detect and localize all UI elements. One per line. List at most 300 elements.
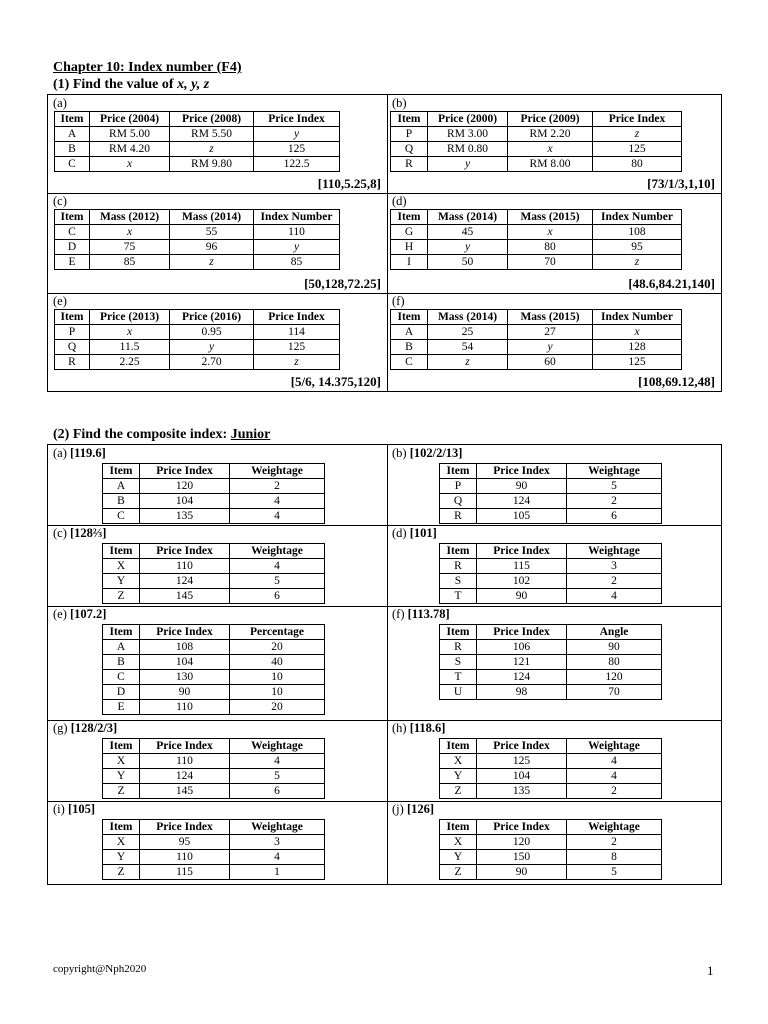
table-cell: 60 [508,355,593,370]
composite-table [439,624,662,700]
table-row [55,142,340,157]
table-cell: 104 [477,769,567,784]
table-row [391,340,682,355]
answer-key: [102/2/13] [409,446,463,460]
column-header: Weightage [230,739,325,754]
column-header: Item [391,310,428,325]
column-header: Price (2009) [508,112,593,127]
table-cell: 124 [477,670,567,685]
question-label: (a) [53,96,67,110]
table-header-row [55,112,340,127]
table-header-row [55,310,340,325]
table-cell: 4 [230,509,325,524]
table-cell: z [428,355,508,370]
section-2-question-10 [387,801,721,884]
values-table [54,209,340,270]
section-2-question-4 [387,525,721,606]
table-cell: 2 [567,784,662,799]
section-2-question-3 [48,525,387,606]
table-cell: 5 [567,865,662,880]
table-cell: 125 [254,340,340,355]
table-cell: RM 0.80 [428,142,508,157]
column-header: Item [391,112,428,127]
values-table [54,111,340,172]
column-header: Price Index [477,820,567,835]
table-cell: B [55,142,90,157]
table-cell: 130 [140,670,230,685]
table-row [103,670,325,685]
table-cell: RM 3.00 [428,127,508,142]
column-header: Index Number [254,210,340,225]
table-cell: z [170,255,254,270]
table-header-row [103,625,325,640]
table-row [391,127,682,142]
table-row [103,835,325,850]
table-cell: 150 [477,850,567,865]
table-cell: 120 [477,835,567,850]
table-cell: RM 5.50 [170,127,254,142]
column-header: Price (2016) [170,310,254,325]
column-header: Index Number [593,210,682,225]
table-cell: 114 [254,325,340,340]
column-header: Mass (2014) [428,310,508,325]
table-header-row [55,210,340,225]
table-cell: E [103,700,140,715]
column-header: Weightage [567,464,662,479]
question-letter: (f) [392,607,405,621]
table-cell: 124 [140,769,230,784]
table-cell: 10 [230,685,325,700]
table-row [391,325,682,340]
table-row [440,850,662,865]
table-cell: RM 5.00 [90,127,170,142]
question-label: (c) [53,194,67,208]
table-cell: 135 [477,784,567,799]
table-cell: 2 [567,574,662,589]
table-cell: X [103,559,140,574]
table-cell: 90 [567,640,662,655]
table-header-row [103,820,325,835]
table-cell: 2.70 [170,355,254,370]
table-cell: Q [440,494,477,509]
table-row [440,670,662,685]
table-cell: 4 [230,850,325,865]
values-table [390,309,682,370]
table-cell: 128 [593,340,682,355]
table-row [440,655,662,670]
table-header-row [391,210,682,225]
table-cell: Z [440,865,477,880]
table-row [440,479,662,494]
table-cell: A [103,479,140,494]
table-header-row [440,464,662,479]
table-cell: y [170,340,254,355]
table-cell: 95 [593,240,682,255]
answer-key: [50,128,72.25] [304,276,381,291]
column-header: Item [440,820,477,835]
table-cell: 80 [593,157,682,172]
table-cell: 2 [567,494,662,509]
table-cell: 85 [90,255,170,270]
table-cell: 3 [230,835,325,850]
question-label [392,446,462,460]
column-header: Item [440,544,477,559]
table-cell: 40 [230,655,325,670]
table-cell: 70 [567,685,662,700]
table-cell: 145 [140,784,230,799]
column-header: Price Index [140,739,230,754]
table-row [103,574,325,589]
table-cell: 105 [477,509,567,524]
table-cell: C [103,509,140,524]
table-row [55,340,340,355]
table-cell: x [90,225,170,240]
table-cell: E [55,255,90,270]
table-cell: S [440,655,477,670]
table-row [55,225,340,240]
section-2-question-1 [48,445,387,525]
section-1-question-4 [387,193,721,293]
table-cell: z [593,127,682,142]
table-cell: 50 [428,255,508,270]
table-cell: Z [440,784,477,799]
table-cell: 25 [428,325,508,340]
section-2-question-5 [48,606,387,720]
table-cell: 80 [567,655,662,670]
table-cell: 106 [477,640,567,655]
table-header-row [103,739,325,754]
table-row [103,479,325,494]
table-row [103,589,325,604]
section-2-grid [47,444,722,885]
section-2-question-6 [387,606,721,720]
composite-table [439,819,662,880]
table-cell: R [55,355,90,370]
table-cell: C [55,157,90,172]
table-cell: 95 [140,835,230,850]
table-row [440,494,662,509]
table-cell: y [428,240,508,255]
table-row [55,325,340,340]
composite-table [439,738,662,799]
answer-key: [5/6, 14.375,120] [290,374,381,389]
table-cell: RM 9.80 [170,157,254,172]
table-header-row [391,112,682,127]
question-letter: (g) [53,721,68,735]
table-cell: R [440,559,477,574]
answer-key: [126] [406,802,435,816]
table-cell: 98 [477,685,567,700]
answer-key: [118.6] [409,721,446,735]
table-cell: 45 [428,225,508,240]
column-header: Price Index [477,464,567,479]
answer-key: [73/1/3,1,10] [647,176,715,191]
column-header: Item [103,544,140,559]
table-cell: 125 [593,142,682,157]
table-row [103,754,325,769]
table-cell: 20 [230,640,325,655]
column-header: Price (2008) [170,112,254,127]
table-cell: U [440,685,477,700]
column-header: Weightage [567,544,662,559]
answer-key: [119.6] [70,446,106,460]
table-cell: Z [103,784,140,799]
question-label [392,607,450,621]
table-cell: X [440,835,477,850]
table-row [103,509,325,524]
column-header: Price Index [140,464,230,479]
question-label [392,802,434,816]
table-cell: 104 [140,655,230,670]
table-cell: I [391,255,428,270]
composite-table [102,463,325,524]
table-row [440,509,662,524]
table-cell: z [254,355,340,370]
table-cell: 125 [593,355,682,370]
column-header: Price (2004) [90,112,170,127]
table-cell: 8 [567,850,662,865]
answer-key: [107.2] [70,607,107,621]
question-label [392,526,437,540]
column-header: Mass (2015) [508,310,593,325]
section-1-question-6 [387,293,721,391]
table-row [55,157,340,172]
table-cell: 4 [230,559,325,574]
table-cell: x [508,142,593,157]
table-cell: X [103,835,140,850]
question-letter: (h) [392,721,407,735]
table-row [440,559,662,574]
column-header: Price Index [254,112,340,127]
table-row [391,157,682,172]
values-table [390,111,682,172]
column-header: Price Index [140,820,230,835]
table-row [440,784,662,799]
table-cell: 110 [140,850,230,865]
table-row [55,255,340,270]
question-letter: (j) [392,802,404,816]
footer-page-number: 1 [707,963,714,978]
chapter-title: Chapter 10: Index number (F4) [53,60,242,75]
question-letter: (a) [53,446,67,460]
section-1-question-2 [387,95,721,193]
table-row [391,240,682,255]
table-cell: 27 [508,325,593,340]
table-cell: D [55,240,90,255]
table-cell: x [90,157,170,172]
table-row [103,640,325,655]
table-cell: 145 [140,589,230,604]
table-cell: 104 [140,494,230,509]
column-header: Price Index [140,544,230,559]
section-1-question-1 [48,95,387,193]
section-2-question-9 [48,801,387,884]
table-cell: 90 [477,589,567,604]
table-cell: P [391,127,428,142]
table-cell: 90 [140,685,230,700]
column-header: Item [391,210,428,225]
values-table [54,309,340,370]
table-header-row [103,464,325,479]
table-cell: 115 [477,559,567,574]
table-cell: y [254,127,340,142]
table-cell: 70 [508,255,593,270]
table-cell: 75 [90,240,170,255]
column-header: Percentage [230,625,325,640]
table-cell: 85 [254,255,340,270]
table-cell: 80 [508,240,593,255]
answer-key: [108,69.12,48] [638,374,715,389]
table-cell: 102 [477,574,567,589]
table-cell: X [103,754,140,769]
table-cell: Z [103,865,140,880]
answer-key: [110,5.25,8] [317,176,381,191]
composite-table [439,543,662,604]
table-cell: x [508,225,593,240]
table-cell: 6 [230,589,325,604]
section-2-question-8 [387,720,721,801]
table-row [103,494,325,509]
question-label [53,446,106,460]
table-cell: 4 [567,769,662,784]
table-row [440,769,662,784]
table-cell: A [103,640,140,655]
table-row [103,865,325,880]
table-cell: Q [391,142,428,157]
question-letter: (e) [53,607,67,621]
table-row [391,255,682,270]
composite-table [102,819,325,880]
table-cell: 122.5 [254,157,340,172]
column-header: Mass (2014) [170,210,254,225]
answer-key: [48.6,84.21,140] [628,276,715,291]
table-cell: 115 [140,865,230,880]
column-header: Item [55,310,90,325]
table-cell: 3 [567,559,662,574]
table-row [440,640,662,655]
column-header: Mass (2012) [90,210,170,225]
answer-key: [105] [67,802,96,816]
table-cell: 4 [230,754,325,769]
table-header-row [440,739,662,754]
table-cell: 125 [477,754,567,769]
table-row [440,589,662,604]
table-cell: x [593,325,682,340]
table-row [440,865,662,880]
table-row [55,355,340,370]
table-cell: 125 [254,142,340,157]
table-cell: G [391,225,428,240]
table-cell: 6 [567,509,662,524]
table-cell: X [440,754,477,769]
question-2-title: (2) Find the composite index: Junior [53,427,271,442]
table-cell: 1 [230,865,325,880]
column-header: Mass (2014) [428,210,508,225]
question-letter: (i) [53,802,65,816]
table-cell: 108 [593,225,682,240]
table-cell: H [391,240,428,255]
table-cell: P [440,479,477,494]
table-cell: 110 [140,754,230,769]
composite-table [102,624,325,715]
column-header: Weightage [567,820,662,835]
column-header: Price (2000) [428,112,508,127]
table-cell: 90 [477,479,567,494]
composite-table [439,463,662,524]
table-row [440,685,662,700]
question-label [53,721,117,735]
table-row [103,784,325,799]
section-2-question-7 [48,720,387,801]
table-cell: 135 [140,509,230,524]
table-cell: 2.25 [90,355,170,370]
column-header: Weightage [230,544,325,559]
table-header-row [440,820,662,835]
table-cell: 5 [567,479,662,494]
column-header: Price Index [477,544,567,559]
table-cell: 2 [567,835,662,850]
composite-table [102,543,325,604]
table-cell: 2 [230,479,325,494]
table-cell: 0.95 [170,325,254,340]
table-row [440,835,662,850]
table-row [103,769,325,784]
table-cell: R [391,157,428,172]
question-label: (b) [392,96,407,110]
table-cell: 11.5 [90,340,170,355]
table-cell: D [103,685,140,700]
table-cell: y [428,157,508,172]
table-cell: RM 2.20 [508,127,593,142]
answer-key: [128⅔] [70,526,107,540]
table-cell: 54 [428,340,508,355]
table-cell: T [440,589,477,604]
column-header: Weightage [567,739,662,754]
table-row [391,225,682,240]
table-cell: 124 [140,574,230,589]
table-cell: B [103,494,140,509]
column-header: Item [103,625,140,640]
table-cell: S [440,574,477,589]
table-cell: 90 [477,865,567,880]
column-header: Weightage [230,820,325,835]
table-cell: 110 [254,225,340,240]
table-cell: 55 [170,225,254,240]
table-cell: 110 [140,700,230,715]
column-header: Item [103,739,140,754]
table-cell: RM 8.00 [508,157,593,172]
table-cell: x [90,325,170,340]
table-cell: 20 [230,700,325,715]
column-header: Weightage [230,464,325,479]
table-header-row [391,310,682,325]
table-cell: Y [103,574,140,589]
values-table [390,209,682,270]
table-cell: 120 [567,670,662,685]
table-cell: A [391,325,428,340]
table-row [103,685,325,700]
table-row [103,559,325,574]
question-label: (f) [392,294,405,308]
column-header: Price Index [140,625,230,640]
table-header-row [440,544,662,559]
table-cell: 121 [477,655,567,670]
table-cell: Y [440,850,477,865]
column-header: Mass (2015) [508,210,593,225]
table-row [103,700,325,715]
table-cell: B [103,655,140,670]
column-header: Item [440,625,477,640]
